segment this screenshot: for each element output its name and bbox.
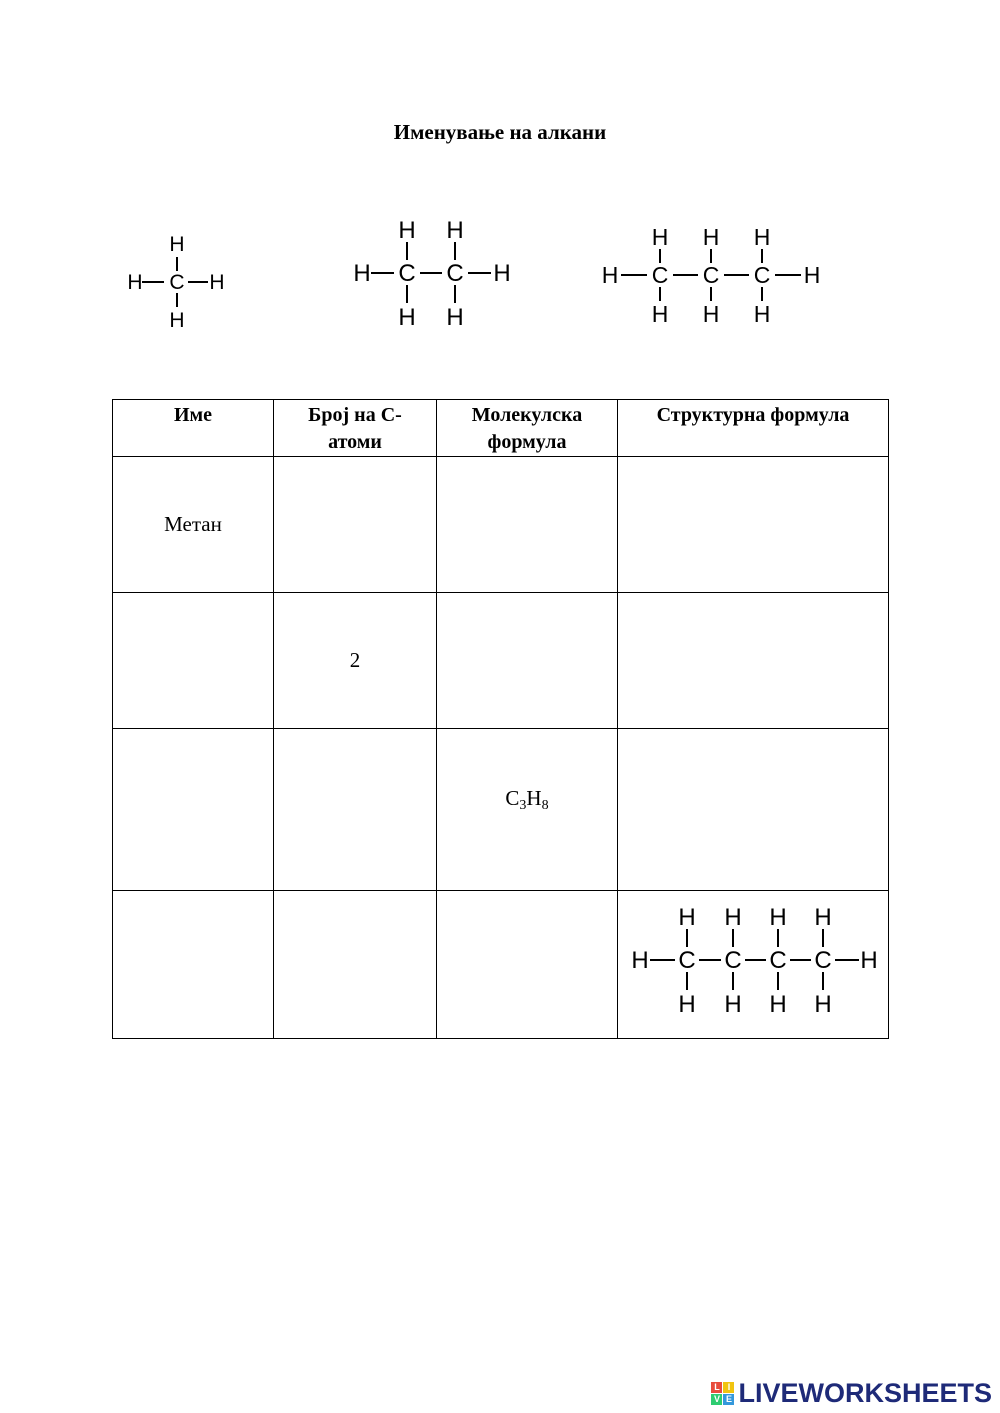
svg-text:C: C [678,947,696,974]
cell-structural-formula[interactable] [618,593,889,729]
cell-structural-formula [618,891,889,1039]
table-row [113,729,889,891]
cell-name[interactable] [113,891,274,1039]
cell-molecular-formula[interactable] [437,457,618,593]
cell-name[interactable] [113,593,274,729]
header-structural-formula: Структурна формула [618,400,889,457]
svg-text:H: H [860,947,878,974]
atom-h: H [169,309,185,332]
cell-carbon-count[interactable] [274,729,437,891]
cell-carbon-count[interactable] [274,457,437,593]
cell-name[interactable] [113,729,274,891]
atom-c: C [753,262,771,288]
methane-structure [120,230,240,340]
atom-c: C [702,262,720,288]
header-name: Име [113,400,274,457]
cell-carbon-count[interactable] [274,891,437,1039]
worksheet-title: Именување на алкани [393,120,607,144]
atom-c: C [398,260,416,287]
atom-h: H [651,301,669,327]
svg-text:C: C [724,947,742,974]
ethane-structure [345,215,520,340]
atom-h: H [398,304,416,331]
cell-molecular-formula[interactable] [437,891,618,1039]
svg-text:H: H [769,904,787,931]
brand-text: LIVEWORKSHEETS [738,1377,992,1408]
atom-h: H [446,304,464,331]
header-carbon-count: Број на C- атоми [274,400,437,457]
svg-text:H: H [631,947,649,974]
cell-structural-formula[interactable] [618,729,889,891]
atom-h: H [601,262,619,288]
atom-h: H [446,217,464,244]
svg-text:H: H [678,991,696,1018]
svg-text:H: H [724,904,742,931]
svg-text:H: H [769,991,787,1018]
atom-h: H [493,260,511,287]
atom-h: H [353,260,371,287]
header-molecular-formula: Молекулска формула [437,400,618,457]
atom-h: H [651,225,669,250]
atom-h: H [753,301,771,327]
cell-molecular-formula[interactable]: $C_3H_8$ [437,729,618,891]
alkane-table [112,399,889,1039]
atom-h: H [398,217,416,244]
cell-name[interactable]: Метан [113,457,274,593]
svg-text:C: C [769,947,787,974]
table-row [113,457,889,593]
table-row [113,891,889,1039]
atom-h: H [127,271,143,294]
atom-h: H [209,271,225,294]
liveworksheets-logo-icon: L I V E [711,1382,734,1405]
atom-h: H [169,233,185,256]
propane-structure [595,225,830,335]
liveworksheets-brand[interactable] [711,1378,992,1408]
atom-c: C [651,262,669,288]
svg-text:C: C [814,947,832,974]
atom-h: H [702,301,720,327]
cell-structural-formula[interactable] [618,457,889,593]
cell-molecular-formula[interactable] [437,593,618,729]
cell-carbon-count[interactable]: 2 [274,593,437,729]
svg-text:H: H [724,991,742,1018]
svg-text:H: H [678,904,696,931]
atom-h: H [803,262,821,288]
atom-c: C [446,260,464,287]
butane-structure [623,902,883,1027]
svg-text:H: H [814,991,832,1018]
atom-c: C [169,271,185,294]
table-header-row [113,400,889,457]
svg-text:H: H [814,904,832,931]
atom-h: H [753,225,771,250]
table-row [113,593,889,729]
atom-h: H [702,225,720,250]
